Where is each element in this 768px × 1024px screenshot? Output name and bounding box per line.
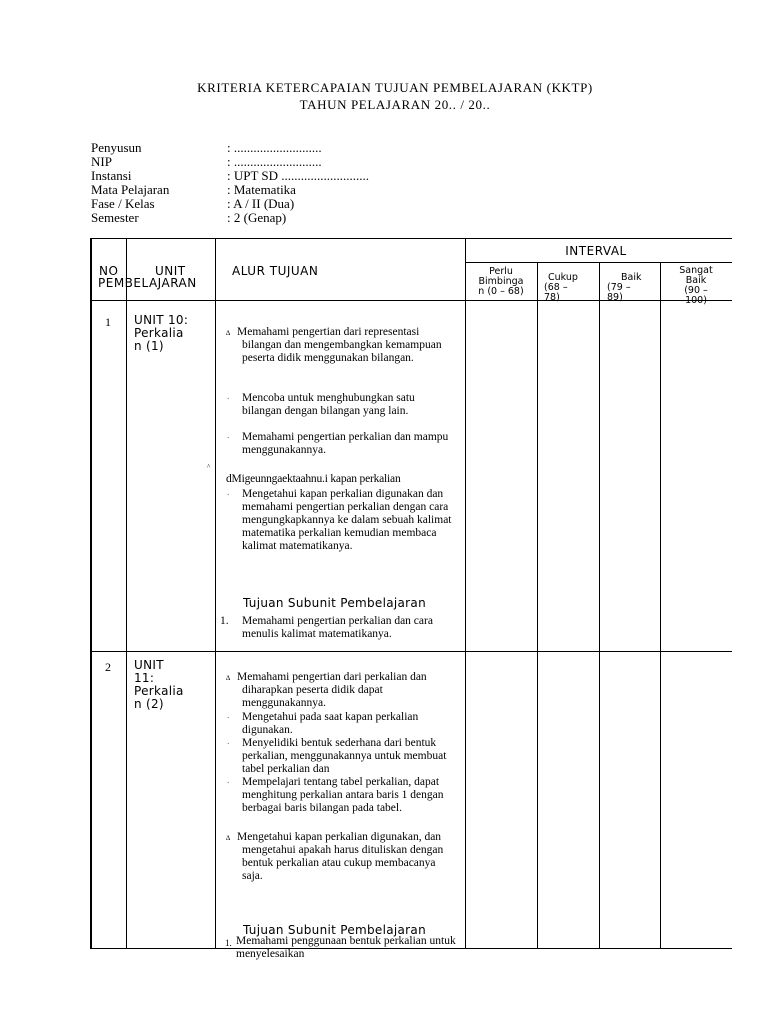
row2-unit-line3: Perkalia [134,684,184,698]
identity-value-penyusun: : ........................... [227,140,322,155]
col-divider-unit [215,238,216,949]
identity-label-fase: Fase / Kelas [91,196,155,211]
col-divider-no [126,238,127,949]
row2-subunit-item: Memahami penggunaan bentuk perkalian untuk menyelesaikan [236,935,456,960]
identity-label-instansi: Instansi [91,168,132,183]
identity-label-mapel: Mata Pelajaran [91,182,170,197]
dot-bullet-icon: · [227,714,230,722]
identity-value-nip: : ........................... [227,154,322,169]
row2-goal-5: Mengetahui kapan perkalian digunakan, dan mengetahui apakah harus dituliskan dengan bentuk perkalian atau cukup membacanya saja. [237,831,444,882]
col-divider-cukup [599,262,600,949]
interval-sangat-line4: 100) [685,295,707,306]
row1-subunit-num: 1. [220,615,229,627]
row2-goal-3: Menyelidiki bentuk sederhana dari bentuk perkalian, menggunakannya untuk membuat tabel perkalian dan [242,737,447,775]
row1-unit [134,314,188,353]
dot-bullet-icon: · [227,491,230,499]
table-top-border [90,238,732,239]
row1-subunit-item: Memahami pengertian perkalian dan cara menulis kalimat matematikanya. [242,615,433,640]
identity-label-nip: NIP [91,154,112,169]
header-pembelajaran: PEMBELAJARAN [98,276,197,290]
interval-cukup-line3: 78) [544,292,560,303]
row2-unit-line1: UNIT [134,658,164,672]
row2-goal-1: Memahami pengertian dari perkalian dan diharapkan peserta didik dapat menggunakannya. [237,671,427,709]
table-left-border [90,238,92,949]
row1-goal-3: Memahami pengertian perkalian dan mampu menggunakannya. [242,431,449,456]
interval-sangat-line3: (90 – [684,285,708,296]
interval-cukup-line1: Cukup [548,272,578,283]
interval-cukup-line2: (68 – [544,282,568,293]
row2-subunit-num: 1. [225,938,232,948]
row1-no: 1 [105,315,111,329]
row1-subunit-heading: Tujuan Subunit Pembelajaran [243,596,426,610]
interval-perlu-line3: n (0 – 68) [478,286,524,297]
row2-unit [134,659,184,711]
identity-value-fase: : A / II (Dua) [227,196,295,211]
identity-value-semester: : 2 (Genap) [227,210,287,225]
interval-sangat-line1: Sangat [679,265,713,276]
interval-perlu-line1: Perlu [489,266,513,277]
caret-icon: ^ [207,463,211,471]
header-interval-perlu [468,267,534,297]
header-alur-tujuan: ALUR TUJUAN [232,264,319,278]
dot-bullet-icon: · [227,740,230,748]
identity-value-mapel: : Matematika [227,182,296,197]
row1-unit-line1: UNIT 10: [134,313,189,327]
dot-bullet-icon: · [227,395,230,403]
col-divider-alur [465,238,466,949]
row1-unit-line2: Perkalia [134,326,184,340]
interval-baik-line3: 89) [607,292,623,303]
interval-sangat-line2: Baik [685,275,707,286]
row1-goal-1: Memahami pengertian dari representasi bilangan dan mengembangkan kemampuan peserta didik menggunakan bilangan. [237,326,442,364]
col-divider-baik [660,262,661,949]
row2-unit-line2: 11: [134,671,155,685]
header-interval-baik [603,273,661,303]
interval-baik-line1: Baik [621,272,642,283]
document-title: KRITERIA KETERCAPAIAN TUJUAN PEMBELAJARAN (KKTP) [197,80,593,95]
row2-subunit-heading: Tujuan Subunit Pembelajaran [243,923,426,937]
row1-unit-line3: n (1) [134,339,164,353]
identity-label-penyusun: Penyusun [91,140,142,155]
col-divider-perlu [537,262,538,949]
identity-value-instansi: : UPT SD ........................... [227,168,370,183]
header-unit: UNIT [155,264,186,278]
header-no: NO [99,264,119,278]
dot-bullet-icon: · [227,779,230,787]
row2-no: 2 [105,660,111,674]
interval-baik-line2: (79 – [607,282,631,293]
header-interval-cukup [540,273,600,303]
row1-goal-4: Mengetahui kapan perkalian digunakan dan memahami pengertian perkalian dengan cara mengungkapkannya ke dalam sebuah kalimat matematika perkalian kemudian membaca kalimat matematikanya. [242,488,452,552]
document-subtitle: TAHUN PELAJARAN 20.. / 20.. [299,97,491,112]
row2-goal-4: Mempelajari tentang tabel perkalian, dapat menghitung perkalian antara baris 1 dengan berbagai baris bilangan pada tabel. [242,776,444,814]
header-interval: INTERVAL [565,244,627,258]
row2-unit-line4: n (2) [134,697,164,711]
row2-goal-2: Mengetahui pada saat kapan perkalian digunakan. [242,711,419,736]
interval-perlu-line2: Bimbinga [478,276,524,287]
triangle-bullet-icon: ∆ [226,834,231,842]
identity-label-semester: Semester [91,210,139,225]
row1-goal-2: Mencoba untuk menghubungkan satu bilangan dengan bilangan yang lain. [242,392,415,417]
dot-bullet-icon: · [227,434,230,442]
triangle-bullet-icon: ∆ [226,674,231,682]
row1-garbled-text: dMigeunngaektaahnu.i kapan perkalian [226,473,401,485]
header-interval-sangat-baik [663,266,729,306]
triangle-bullet-icon: ∆ [226,329,231,337]
table-row-divider [90,651,732,652]
